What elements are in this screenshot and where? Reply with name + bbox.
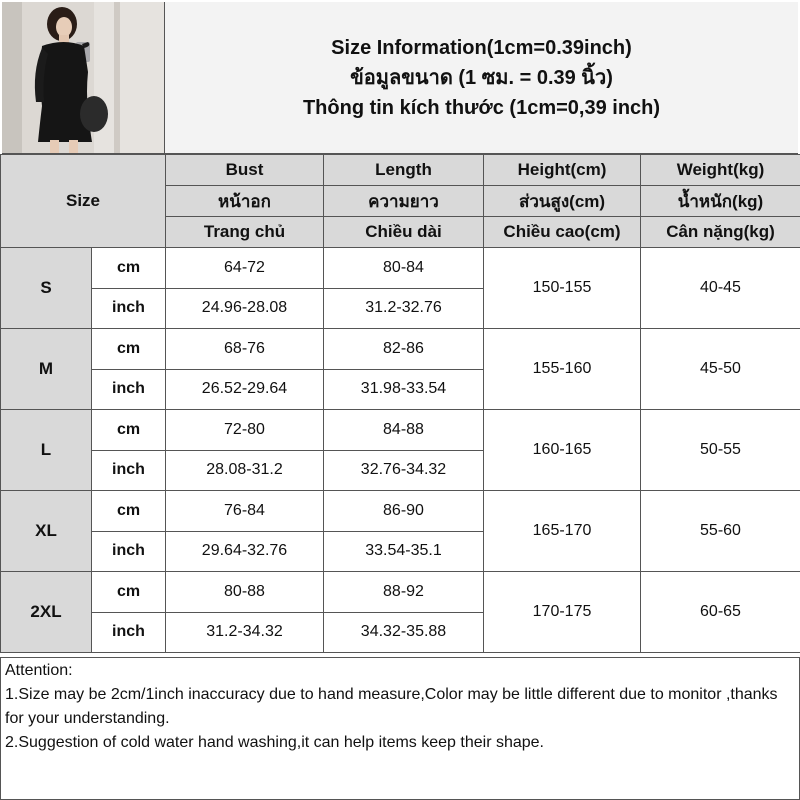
unit-label: inch — [92, 531, 166, 572]
attention-note-2: 2.Suggestion of cold water hand washing,it can help items keep their shape. — [5, 734, 544, 751]
length-value: 31.98-33.54 — [324, 369, 484, 410]
size-chart-table — [0, 154, 800, 653]
weight-value: 55-60 — [641, 491, 800, 572]
table-row — [1, 572, 800, 613]
unit-label: inch — [92, 369, 166, 410]
table-row — [1, 491, 800, 532]
height-value: 170-175 — [484, 572, 641, 653]
height-header-en: Height(cm) — [484, 155, 641, 186]
size-name: XL — [1, 491, 92, 572]
length-header-en: Length — [324, 155, 484, 186]
length-value: 33.54-35.1 — [324, 531, 484, 572]
size-name: S — [1, 248, 92, 329]
unit-label: inch — [92, 612, 166, 653]
height-value: 165-170 — [484, 491, 641, 572]
unit-label: cm — [92, 329, 166, 370]
length-value: 32.76-34.32 — [324, 450, 484, 491]
height-value: 160-165 — [484, 410, 641, 491]
weight-header-th: น้ำหนัก(kg) — [641, 186, 800, 217]
attention-notes — [0, 657, 800, 800]
weight-value: 60-65 — [641, 572, 800, 653]
unit-label: inch — [92, 288, 166, 329]
unit-label: cm — [92, 248, 166, 289]
length-value: 84-88 — [324, 410, 484, 451]
weight-value: 40-45 — [641, 248, 800, 329]
weight-value: 45-50 — [641, 329, 800, 410]
weight-header-en: Weight(kg) — [641, 155, 800, 186]
weight-header-vi: Cân nặng(kg) — [641, 217, 800, 248]
unit-label: cm — [92, 572, 166, 613]
height-value: 150-155 — [484, 248, 641, 329]
length-value: 80-84 — [324, 248, 484, 289]
bust-value: 64-72 — [166, 248, 324, 289]
length-header-th: ความยาว — [324, 186, 484, 217]
size-name: L — [1, 410, 92, 491]
bust-header-en: Bust — [166, 155, 324, 186]
attention-title: Attention: — [5, 662, 73, 679]
bust-header-th: หน้าอก — [166, 186, 324, 217]
size-name: 2XL — [1, 572, 92, 653]
attention-note-1: 1.Size may be 2cm/1inch inaccuracy due to hand measure,Color may be little different due to monitor ,thanks for your understanding. — [5, 686, 778, 727]
height-header-vi: Chiều cao(cm) — [484, 217, 641, 248]
header-title-th: ข้อมูลขนาด (1 ซม. = 0.39 นิ้ว) — [350, 66, 613, 89]
length-header-vi: Chiều dài — [324, 217, 484, 248]
length-value: 86-90 — [324, 491, 484, 532]
header-title-en: Size Information(1cm=0.39inch) — [331, 36, 632, 59]
model-photo-illustration — [2, 2, 165, 154]
size-name: M — [1, 329, 92, 410]
bust-header-vi: Trang chủ — [166, 217, 324, 248]
length-value: 88-92 — [324, 572, 484, 613]
height-header-th: ส่วนสูง(cm) — [484, 186, 641, 217]
bust-value: 26.52-29.64 — [166, 369, 324, 410]
bust-value: 28.08-31.2 — [166, 450, 324, 491]
weight-value: 50-55 — [641, 410, 800, 491]
length-value: 34.32-35.88 — [324, 612, 484, 653]
size-column-header: Size — [1, 155, 166, 248]
height-value: 155-160 — [484, 329, 641, 410]
size-info-header — [165, 2, 798, 154]
bust-value: 76-84 — [166, 491, 324, 532]
length-value: 31.2-32.76 — [324, 288, 484, 329]
bust-value: 80-88 — [166, 572, 324, 613]
product-photo — [2, 2, 165, 154]
table-row — [1, 329, 800, 370]
header-title-vi: Thông tin kích thước (1cm=0,39 inch) — [302, 96, 661, 119]
bust-value: 29.64-32.76 — [166, 531, 324, 572]
table-row — [1, 248, 800, 289]
length-value: 82-86 — [324, 329, 484, 370]
bust-value: 72-80 — [166, 410, 324, 451]
bust-value: 68-76 — [166, 329, 324, 370]
unit-label: inch — [92, 450, 166, 491]
bust-value: 31.2-34.32 — [166, 612, 324, 653]
unit-label: cm — [92, 410, 166, 451]
bust-value: 24.96-28.08 — [166, 288, 324, 329]
table-row — [1, 410, 800, 451]
header-row-en — [1, 155, 800, 186]
unit-label: cm — [92, 491, 166, 532]
